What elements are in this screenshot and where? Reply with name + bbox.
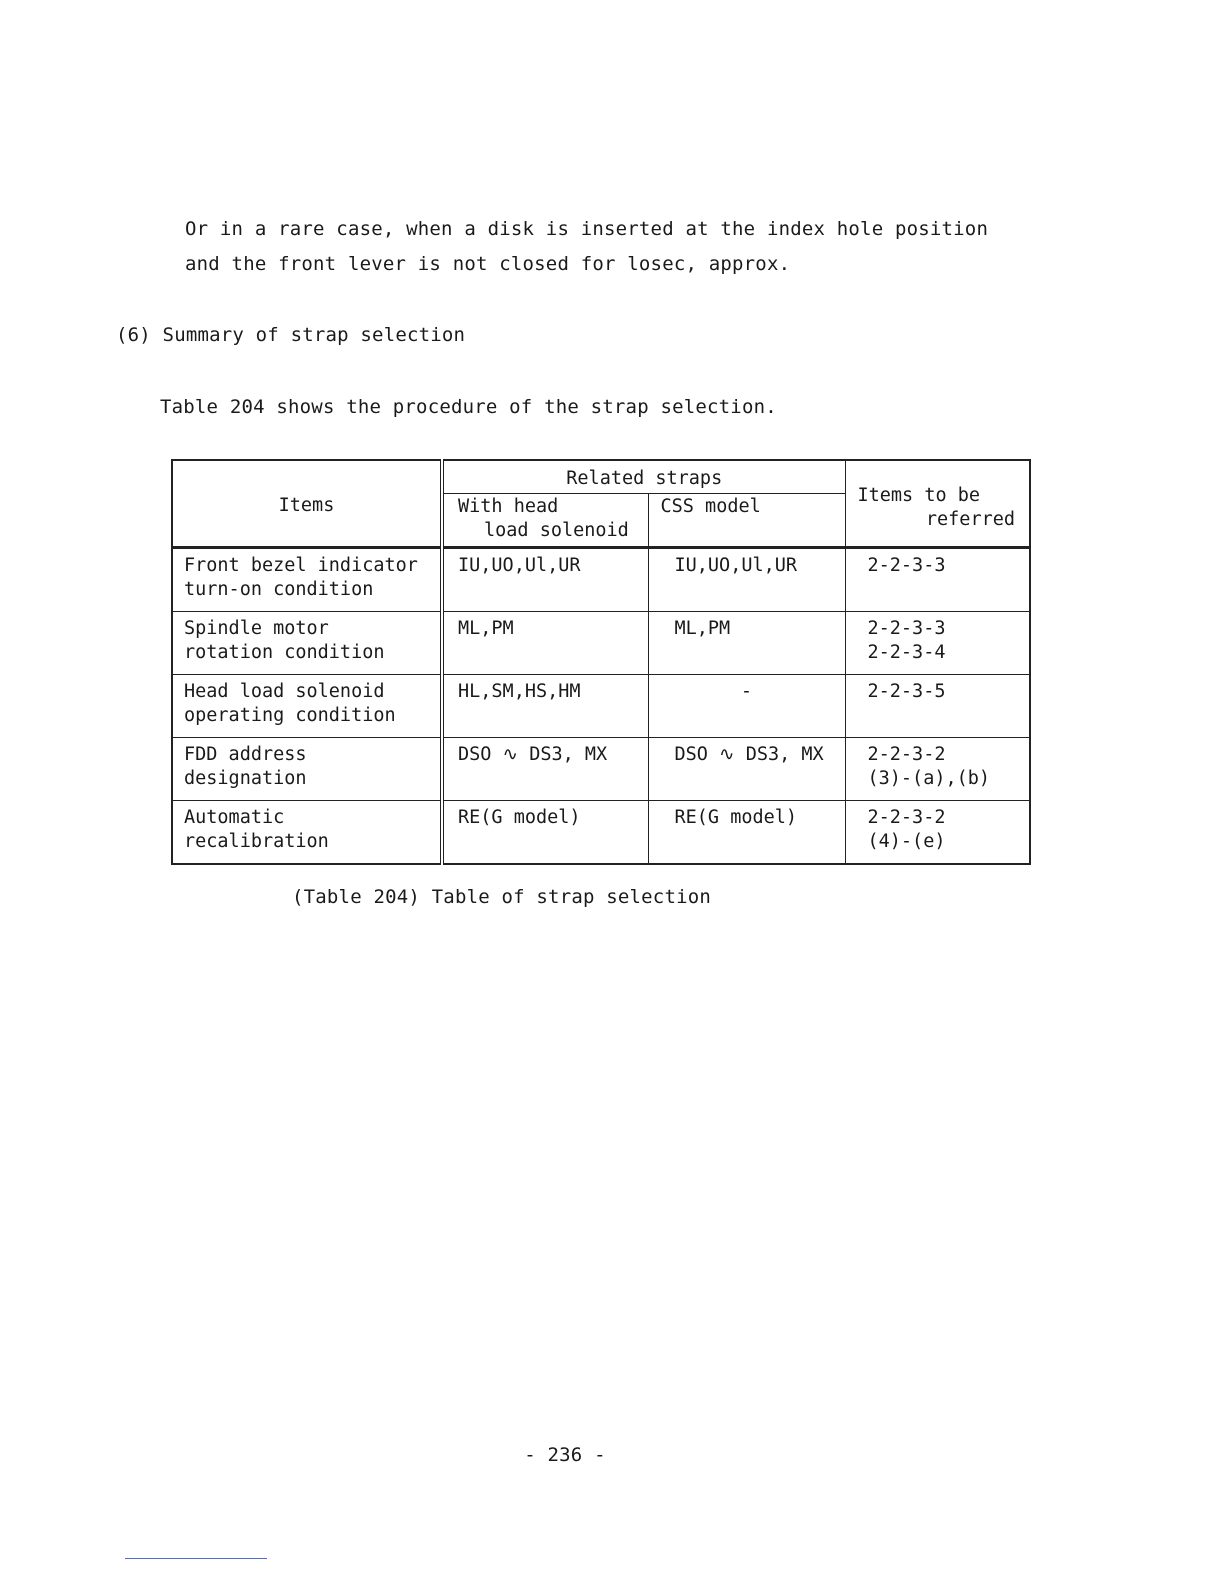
strap-selection-table [171,459,1031,865]
row-ref-line: 2-2-3-3 [867,555,946,576]
header-related-straps: Related straps [442,460,845,494]
table-caption: (Table 204) Table of strap selection [292,886,712,908]
header-css-model: CSS model [648,494,845,548]
header-items: Items [172,460,442,548]
table-row [172,801,1030,865]
row-css-model: ML,PM [648,612,845,675]
row-reference [845,612,1030,675]
table-row [172,738,1030,801]
row-ref-line: 2-2-3-5 [867,681,946,702]
row-item-line: Head load solenoid [184,681,385,702]
row-item-line: Automatic [184,807,285,828]
page-number: - 236 - [524,1444,606,1466]
row-with-head: DSO ∿ DS3, MX [442,738,648,801]
row-ref-line: 2-2-3-2 [867,744,946,765]
intro-text: Table 204 shows the procedure of the strap selection. [160,396,777,418]
row-reference [845,548,1030,612]
row-reference [845,801,1030,865]
row-css-model: RE(G model) [648,801,845,865]
row-item-line: FDD address [184,744,307,765]
row-ref-line: 2-2-3-2 [867,807,946,828]
row-item [172,801,442,865]
row-with-head: ML,PM [442,612,648,675]
section-heading: (6) Summary of strap selection [116,324,466,346]
row-ref-line: 2-2-3-4 [867,642,946,663]
row-item-line: rotation condition [184,642,385,663]
row-item [172,675,442,738]
row-ref-line: (4)-(e) [867,831,946,852]
table-row [172,548,1030,612]
row-with-head: RE(G model) [442,801,648,865]
header-with-line-1: With head [458,496,559,517]
paragraph-line-2: and the front lever is not closed for losec, approx. [185,253,791,275]
row-item-line: Front bezel indicator [184,555,418,576]
row-with-head: IU,UO,Ul,UR [442,548,648,612]
row-item-line: designation [184,768,307,789]
row-item [172,738,442,801]
header-with-head-load-solenoid [442,494,648,548]
row-item [172,612,442,675]
row-ref-line: 2-2-3-3 [867,618,946,639]
row-with-head: HL,SM,HS,HM [442,675,648,738]
row-ref-line: (3)-(a),(b) [867,768,991,789]
row-item-line: recalibration [184,831,329,852]
row-item-line: turn-on condition [184,579,374,600]
header-with-line-2: load solenoid [484,520,629,541]
footer-rule [125,1558,267,1559]
row-item-line: operating condition [184,705,396,726]
row-css-model: - [648,675,845,738]
row-reference [845,738,1030,801]
row-item [172,548,442,612]
row-css-model: IU,UO,Ul,UR [648,548,845,612]
row-css-model: DSO ∿ DS3, MX [648,738,845,801]
table-row [172,675,1030,738]
row-item-line: Spindle motor [184,618,329,639]
header-items-to-be-referred [845,460,1030,548]
row-reference [845,675,1030,738]
paragraph-line-1: Or in a rare case, when a disk is inserted at the index hole position [185,218,989,240]
table-row [172,612,1030,675]
header-ref-line-2: referred [925,508,1015,530]
header-ref-line-1: Items to be [857,484,981,506]
